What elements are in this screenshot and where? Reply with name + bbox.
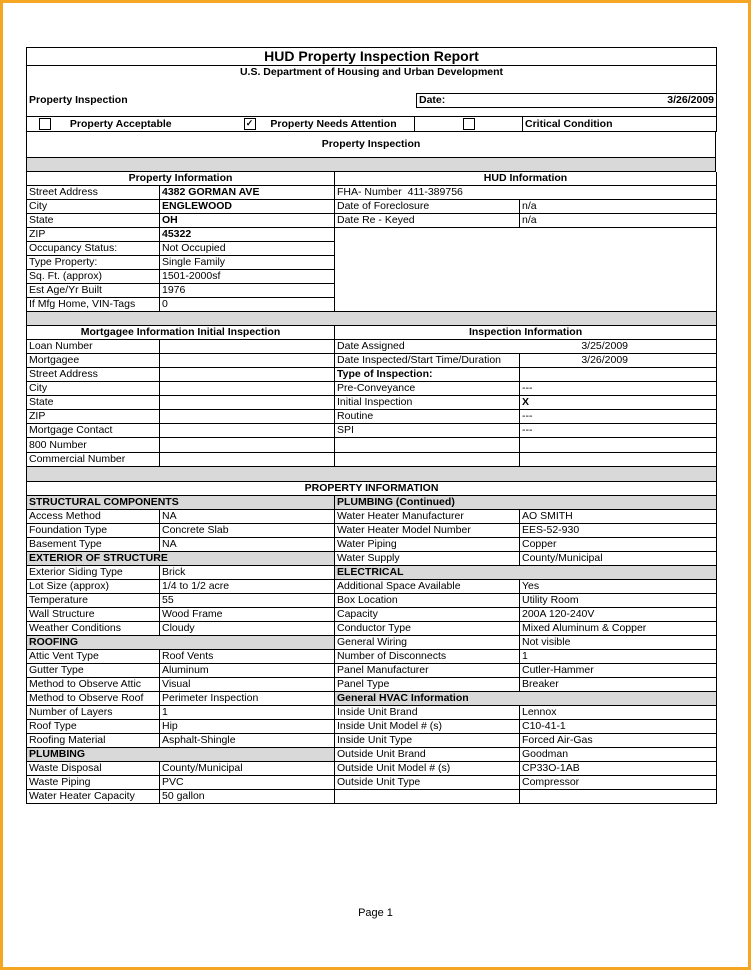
fha-cell (335, 186, 520, 200)
inspection-type: Initial Inspection (335, 396, 520, 410)
property-value: 4382 GORMAN AVE (160, 186, 335, 200)
acceptable-label: Property Acceptable (69, 117, 172, 130)
mortgage-label: Commercial Number (27, 453, 160, 467)
property-info-header: Property Information (27, 172, 335, 186)
field-value: Asphalt-Shingle (160, 734, 335, 748)
inspection-type: Pre-Conveyance (335, 382, 520, 396)
property-information-table (26, 482, 717, 804)
acceptable-checkbox[interactable] (39, 118, 51, 130)
table-row (27, 580, 717, 594)
field-label: Weather Conditions (27, 622, 160, 636)
field-label: Number of Layers (27, 706, 160, 720)
table-row (27, 790, 717, 804)
mortgage-label: 800 Number (27, 438, 160, 453)
field-label: Water Supply (335, 552, 520, 566)
inspection-report (26, 47, 716, 804)
property-value: 1501-2000sf (160, 270, 335, 284)
field-value: C10-41-1 (520, 720, 717, 734)
table-row (27, 524, 717, 538)
inspection-type-mark: --- (520, 410, 717, 424)
status-critical-box (415, 117, 523, 132)
table-row (27, 706, 717, 720)
status-acceptable (27, 117, 242, 132)
table-row (27, 552, 717, 566)
property-value: Not Occupied (160, 242, 335, 256)
field-value: Not visible (520, 636, 717, 650)
field-value: 1 (520, 650, 717, 664)
field-label: Gutter Type (27, 664, 160, 678)
field-value: Brick (160, 566, 335, 580)
field-label: Foundation Type (27, 524, 160, 538)
banner: Property Inspection (27, 138, 716, 151)
field-value: Mixed Aluminum & Copper (520, 622, 717, 636)
property-label: Type Property: (27, 256, 160, 270)
rekeyed-label: Date Re - Keyed (335, 214, 520, 228)
field-label: Basement Type (27, 538, 160, 552)
table-row (27, 650, 717, 664)
field-value: 55 (160, 594, 335, 608)
field-label: Outside Unit Type (335, 776, 520, 790)
table-row (27, 678, 717, 692)
field-label: Inside Unit Type (335, 734, 520, 748)
field-label: Box Location (335, 594, 520, 608)
status-row (26, 116, 717, 132)
field-value: 1 (160, 706, 335, 720)
property-information-rows (27, 510, 717, 804)
field-label: Inside Unit Model # (s) (335, 720, 520, 734)
mortgage-inspection-table (26, 326, 717, 482)
table-row (27, 748, 717, 762)
mortgage-label: Mortgage Contact (27, 424, 160, 438)
inspection-type: SPI (335, 424, 520, 438)
field-label: Method to Observe Roof (27, 692, 160, 706)
assigned-value: 3/25/2009 (520, 340, 717, 354)
field-value: NA (160, 538, 335, 552)
property-label: State (27, 214, 160, 228)
field-value: County/Municipal (520, 552, 717, 566)
table-row (27, 720, 717, 734)
hud-info-header: HUD Information (335, 172, 717, 186)
field-label: Roofing Material (27, 734, 160, 748)
property-value: OH (160, 214, 335, 228)
report-subtitle: U.S. Department of Housing and Urban Development (27, 66, 717, 80)
field-value: Visual (160, 678, 335, 692)
field-label: Outside Unit Model # (s) (335, 762, 520, 776)
field-value: Goodman (520, 748, 717, 762)
field-label: Conductor Type (335, 622, 520, 636)
property-label: Est Age/Yr Built (27, 284, 160, 298)
field-label: Temperature (27, 594, 160, 608)
section-header: ELECTRICAL (335, 566, 717, 580)
field-label: Roof Type (27, 720, 160, 734)
section-header: ROOFING (27, 636, 335, 650)
inspection-type-label: Type of Inspection: (335, 368, 520, 382)
field-value: Forced Air-Gas (520, 734, 717, 748)
property-label: Occupancy Status: (27, 242, 160, 256)
page-number: Page 1 (358, 907, 393, 919)
field-label: Additional Space Available (335, 580, 520, 594)
property-label: City (27, 200, 160, 214)
field-label: Waste Piping (27, 776, 160, 790)
field-value: Concrete Slab (160, 524, 335, 538)
field-value: Yes (520, 580, 717, 594)
field-label (335, 790, 520, 804)
field-label: Water Heater Model Number (335, 524, 520, 538)
field-value: AO SMITH (520, 510, 717, 524)
field-label: Inside Unit Brand (335, 706, 520, 720)
property-information-header: PROPERTY INFORMATION (27, 482, 717, 496)
field-label: Access Method (27, 510, 160, 524)
property-label: ZIP (27, 228, 160, 242)
field-value: CP33O-1AB (520, 762, 717, 776)
banner-table (26, 132, 716, 172)
table-row (27, 622, 717, 636)
field-value: Copper (520, 538, 717, 552)
field-value (520, 790, 717, 804)
field-value: 50 gallon (160, 790, 335, 804)
property-value: Single Family (160, 256, 335, 270)
section-header: General HVAC Information (335, 692, 717, 706)
table-row (27, 608, 717, 622)
field-label: Water Heater Capacity (27, 790, 160, 804)
property-value: 0 (160, 298, 335, 312)
field-label: Panel Type (335, 678, 520, 692)
mortgage-label: ZIP (27, 410, 160, 424)
foreclosure-value: n/a (520, 200, 717, 214)
field-value: Aluminum (160, 664, 335, 678)
field-value: Lennox (520, 706, 717, 720)
report-title: HUD Property Inspection Report (27, 48, 717, 66)
property-value: 1976 (160, 284, 335, 298)
field-value: NA (160, 510, 335, 524)
field-value: Perimeter Inspection (160, 692, 335, 706)
inspection-type-mark: --- (520, 424, 717, 438)
field-label: Exterior Siding Type (27, 566, 160, 580)
mortgage-label: Loan Number (27, 340, 160, 354)
table-row (27, 510, 717, 524)
table-row (27, 594, 717, 608)
property-label: Street Address (27, 186, 160, 200)
section-label: Property Inspection (27, 94, 417, 108)
field-value: Cutler-Hammer (520, 664, 717, 678)
inspected-value: 3/26/2009 (520, 354, 717, 368)
status-attention (242, 117, 415, 132)
field-value: 1/4 to 1/2 acre (160, 580, 335, 594)
field-value: Wood Frame (160, 608, 335, 622)
field-value: Roof Vents (160, 650, 335, 664)
structural-components-header: STRUCTURAL COMPONENTS (27, 496, 335, 510)
property-label: Sq. Ft. (approx) (27, 270, 160, 284)
field-value: Utility Room (520, 594, 717, 608)
section-header: EXTERIOR OF STRUCTURE (27, 552, 335, 566)
table-row (27, 636, 717, 650)
attention-checkbox[interactable]: ✓ (244, 118, 256, 130)
assigned-label: Date Assigned (335, 340, 520, 354)
field-value: Cloudy (160, 622, 335, 636)
field-label: Method to Observe Attic (27, 678, 160, 692)
mortgage-label: State (27, 396, 160, 410)
field-label: Number of Disconnects (335, 650, 520, 664)
table-row (27, 776, 717, 790)
attention-label: Property Needs Attention (270, 117, 397, 130)
mortgage-label: Mortgagee (27, 354, 160, 368)
field-label: Attic Vent Type (27, 650, 160, 664)
date-value: 3/26/2009 (577, 94, 717, 108)
field-value: Breaker (520, 678, 717, 692)
field-label: Water Heater Manufacturer (335, 510, 520, 524)
table-row (27, 566, 717, 580)
plumbing-continued-header: PLUMBING (Continued) (335, 496, 717, 510)
field-value: Compressor (520, 776, 717, 790)
field-label: Lot Size (approx) (27, 580, 160, 594)
fha-label: FHA- Number (337, 186, 402, 198)
field-label: Outside Unit Brand (335, 748, 520, 762)
report-header (26, 47, 717, 116)
table-row (27, 664, 717, 678)
mortgage-info-header: Mortgagee Information Initial Inspection (27, 326, 335, 340)
inspection-type-mark: X (520, 396, 717, 410)
table-row (27, 538, 717, 552)
field-value: 200A 120-240V (520, 608, 717, 622)
inspection-info-header: Inspection Information (335, 326, 717, 340)
field-label: Wall Structure (27, 608, 160, 622)
property-value: 45322 (160, 228, 335, 242)
field-label: Capacity (335, 608, 520, 622)
mortgage-label: City (27, 382, 160, 396)
critical-label: Critical Condition (523, 117, 717, 132)
critical-checkbox[interactable] (463, 118, 475, 130)
field-label: Water Piping (335, 538, 520, 552)
table-row (27, 762, 717, 776)
rekeyed-value: n/a (520, 214, 717, 228)
field-value: Hip (160, 720, 335, 734)
foreclosure-label: Date of Foreclosure (335, 200, 520, 214)
date-label: Date: (417, 94, 577, 108)
field-value: County/Municipal (160, 762, 335, 776)
property-value: ENGLEWOOD (160, 200, 335, 214)
inspected-label: Date Inspected/Start Time/Duration (335, 354, 520, 368)
field-label: General Wiring (335, 636, 520, 650)
inspection-type: Routine (335, 410, 520, 424)
field-label: Waste Disposal (27, 762, 160, 776)
mortgage-label: Street Address (27, 368, 160, 382)
fha-value: 411-389756 (407, 186, 463, 198)
inspection-type-mark: --- (520, 382, 717, 396)
table-row (27, 734, 717, 748)
field-label: Panel Manufacturer (335, 664, 520, 678)
property-hud-table (26, 172, 717, 326)
table-row (27, 692, 717, 706)
field-value: PVC (160, 776, 335, 790)
section-header: PLUMBING (27, 748, 335, 762)
property-label: If Mfg Home, VIN-Tags (27, 298, 160, 312)
field-value: EES-52-930 (520, 524, 717, 538)
